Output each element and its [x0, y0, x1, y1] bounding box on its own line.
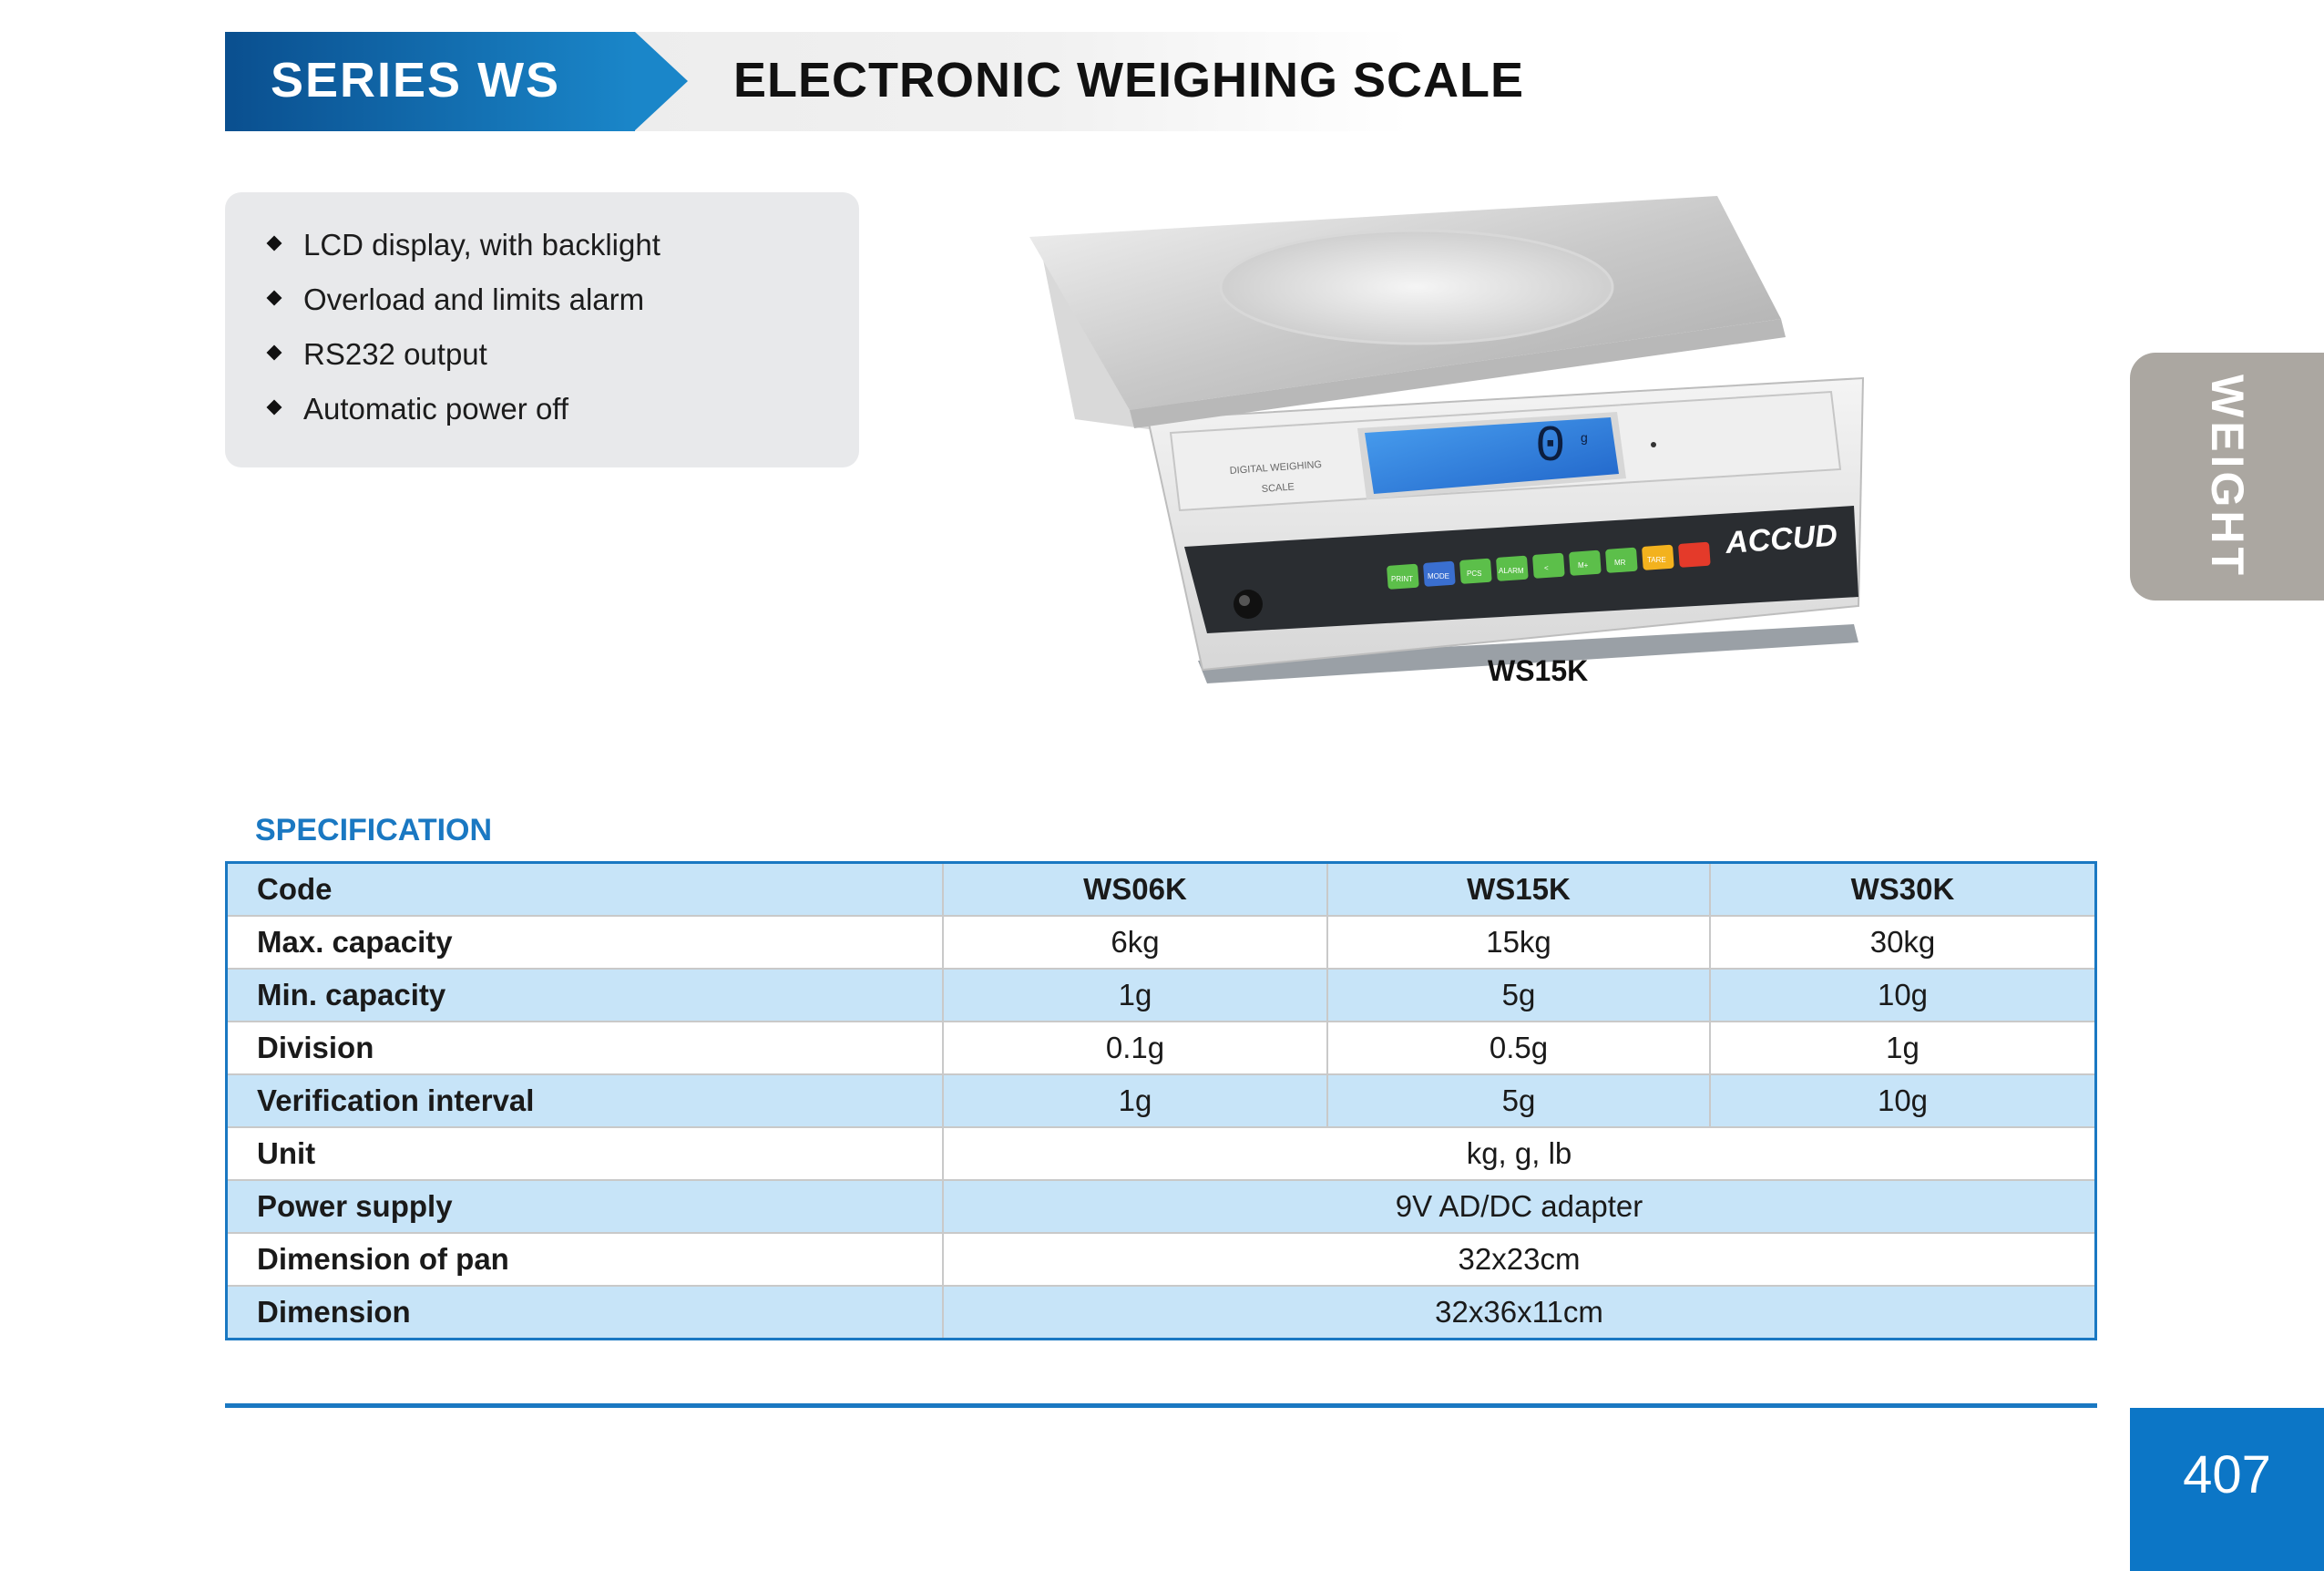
row-label: Dimension of pan	[227, 1233, 944, 1286]
scale-display-value: 0	[1535, 417, 1566, 476]
scale-brand-logo: ACCUD	[1724, 518, 1839, 560]
feature-text: Overload and limits alarm	[303, 282, 645, 316]
table-cell: 5g	[1327, 1074, 1710, 1127]
row-label: Power supply	[227, 1180, 944, 1233]
scale-panel-label: DIGITAL WEIGHING	[1229, 458, 1323, 477]
table-cell: 1g	[943, 1074, 1327, 1127]
feature-box	[225, 192, 859, 467]
row-label: Division	[227, 1022, 944, 1074]
key-mr-label: MR	[1614, 559, 1626, 567]
feature-text: LCD display, with backlight	[303, 228, 660, 262]
scale-display-unit: g	[1581, 430, 1588, 445]
table-cell: 15kg	[1327, 916, 1710, 969]
key-mode-label: MODE	[1428, 572, 1449, 580]
table-row	[227, 916, 2096, 969]
feature-item	[269, 327, 859, 382]
series-title: SERIES WS	[271, 53, 561, 108]
row-label: Min. capacity	[227, 969, 944, 1022]
bullet-diamond-icon	[267, 345, 282, 361]
key-pcs-label: PCS	[1467, 570, 1482, 578]
key-print-label: PRINT	[1391, 575, 1413, 583]
feature-text: RS232 output	[303, 337, 487, 371]
feature-list	[225, 192, 859, 436]
table-cell: 30kg	[1710, 916, 2096, 969]
feature-text: Automatic power off	[303, 392, 569, 426]
product-image-scale	[1020, 187, 1868, 697]
feature-item	[269, 218, 859, 272]
bullet-diamond-icon	[267, 400, 282, 416]
table-cell: 32x23cm	[943, 1233, 2096, 1286]
footer-rule	[225, 1403, 2097, 1408]
specification-table	[225, 861, 2097, 1340]
table-cell: 10g	[1710, 969, 2096, 1022]
page-number: 407	[2183, 1445, 2271, 1504]
table-row	[227, 1286, 2096, 1340]
row-label: Verification interval	[227, 1074, 944, 1127]
product-caption: WS15K	[1488, 654, 1589, 687]
table-row	[227, 1127, 2096, 1180]
table-cell: 5g	[1327, 969, 1710, 1022]
row-label: Unit	[227, 1127, 944, 1180]
key-tare-label: TARE	[1647, 556, 1666, 564]
series-banner-arrow	[635, 32, 688, 130]
side-tab-weight	[2130, 353, 2324, 601]
table-cell: 0.1g	[943, 1022, 1327, 1074]
row-label: Dimension	[227, 1286, 944, 1340]
table-cell: 0.5g	[1327, 1022, 1710, 1074]
model-header: WS06K	[943, 863, 1327, 917]
key-alarm-label: ALARM	[1499, 567, 1524, 575]
bullet-diamond-icon	[267, 291, 282, 306]
page-title: ELECTRONIC WEIGHING SCALE	[733, 53, 1525, 108]
table-row	[227, 1022, 2096, 1074]
table-row	[227, 1074, 2096, 1127]
table-header-row	[227, 863, 2096, 917]
table-cell: 1g	[943, 969, 1327, 1022]
row-label: Max. capacity	[227, 916, 944, 969]
model-header: WS15K	[1327, 863, 1710, 917]
feature-item	[269, 382, 859, 436]
table-cell: 1g	[1710, 1022, 2096, 1074]
table-cell: 32x36x11cm	[943, 1286, 2096, 1340]
side-tab-label: WEIGHT	[2201, 375, 2253, 579]
table-cell: 10g	[1710, 1074, 2096, 1127]
table-cell: 9V AD/DC adapter	[943, 1180, 2096, 1233]
key-mplus-label: M+	[1578, 561, 1589, 570]
table-row	[227, 1180, 2096, 1233]
scale-panel-label-2: SCALE	[1261, 481, 1295, 495]
table-row	[227, 969, 2096, 1022]
table-cell: 6kg	[943, 916, 1327, 969]
specification-heading: SPECIFICATION	[255, 813, 493, 847]
page-number-box	[2130, 1408, 2324, 1571]
feature-item	[269, 272, 859, 327]
bullet-diamond-icon	[267, 236, 282, 252]
model-header: WS30K	[1710, 863, 2096, 917]
key-left-label: <	[1544, 564, 1549, 572]
table-row	[227, 1233, 2096, 1286]
table-cell: kg, g, lb	[943, 1127, 2096, 1180]
row-label: Code	[227, 863, 944, 917]
